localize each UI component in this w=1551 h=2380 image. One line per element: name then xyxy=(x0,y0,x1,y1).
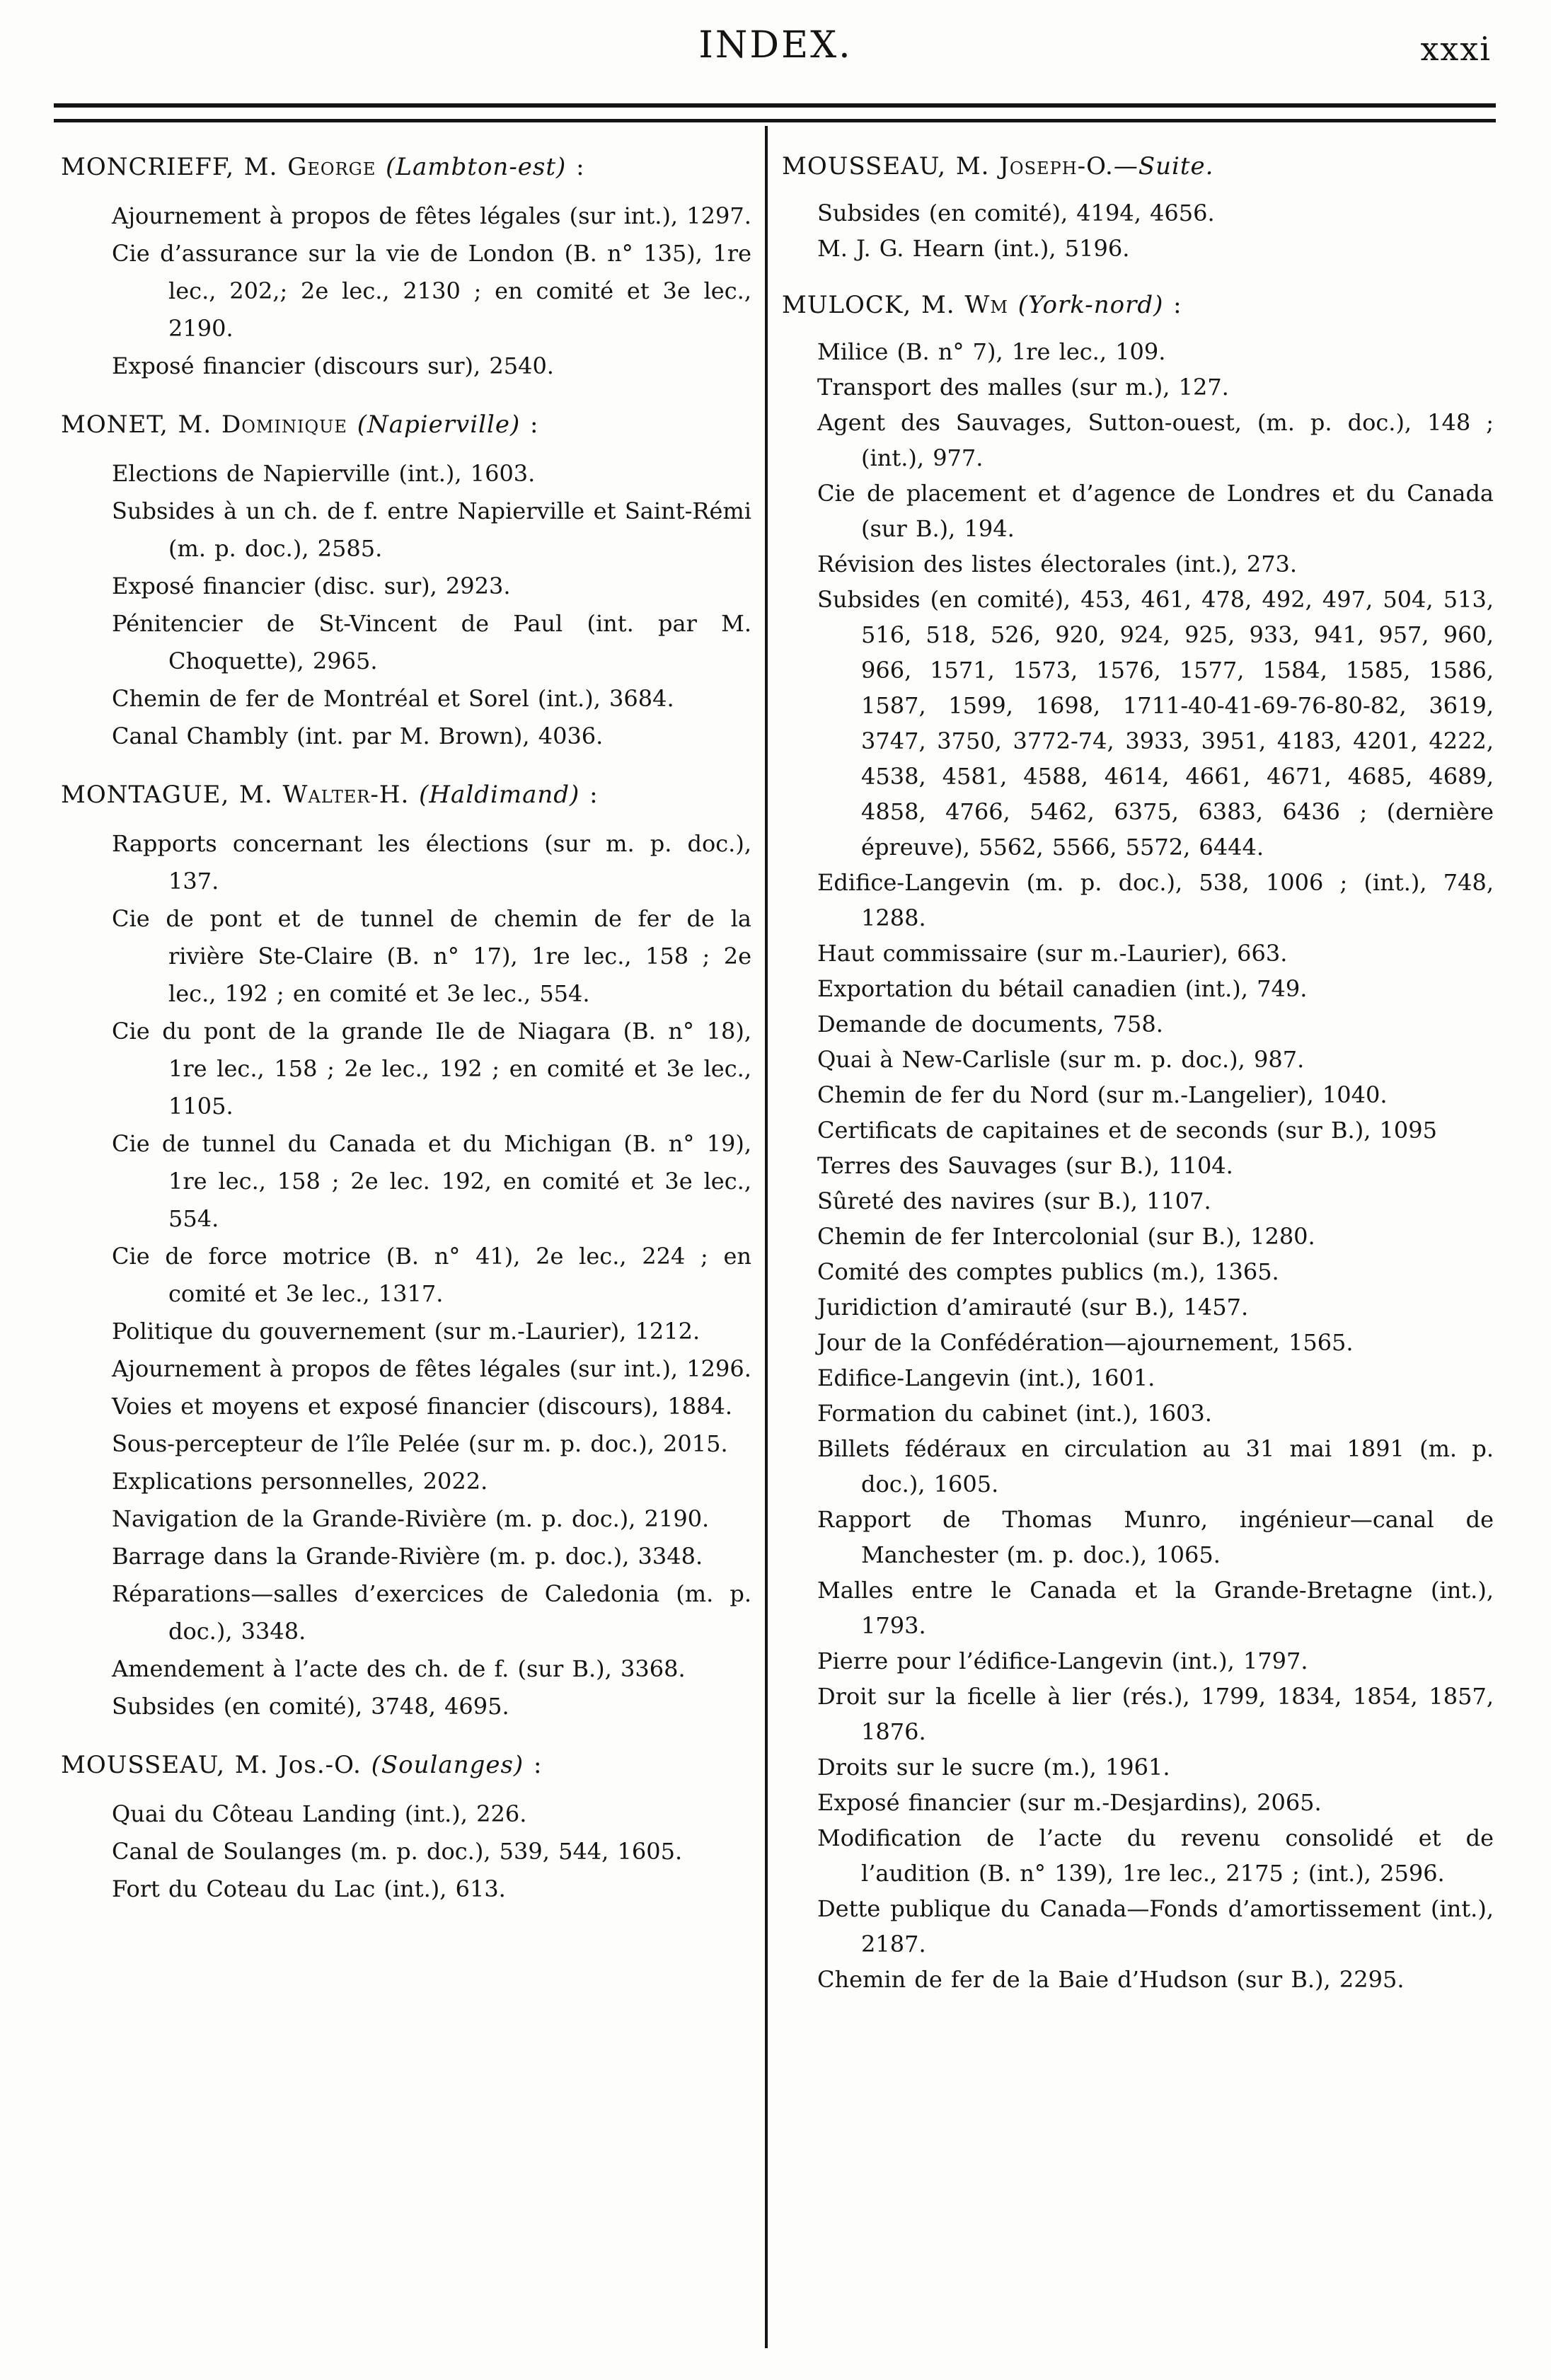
index-entry: Subsides (en comité), 4194, 4656. xyxy=(817,200,1215,226)
index-entry: Pénitencier de St-Vincent de Paul (int. par M. Choquette), 2965. xyxy=(112,610,751,674)
index-entry: Cie de pont et de tunnel de chemin de fer de la rivière Ste-Claire (B. n° 17), 1re lec., 158 ; 2e lec., 192 ; en comité et 3e lec., 554. xyxy=(112,905,751,1007)
header-rule xyxy=(54,103,1496,122)
index-entry: Cie d’assurance sur la vie de London (B. n° 135), 1re lec., 202,; 2e lec., 2130 ; en comité et 3e lec., 2190. xyxy=(112,240,751,342)
heading-suite-label: —Suite. xyxy=(1113,152,1214,180)
index-entry: Politique du gouvernement (sur m.-Laurier), 1212. xyxy=(112,1318,700,1345)
index-entry: Haut commissaire (sur m.-Laurier), 663. xyxy=(817,940,1288,967)
index-entry: Jour de la Confédération—ajournement, 1565. xyxy=(817,1329,1354,1356)
left-column xyxy=(61,149,751,1908)
section-heading xyxy=(782,149,1494,184)
index-section-monet xyxy=(61,406,751,755)
heading-surname: MONCRIEFF, M. xyxy=(61,153,288,181)
index-entry: Edifice-Langevin (int.), 1601. xyxy=(817,1364,1155,1391)
page-title: INDEX. xyxy=(698,24,853,67)
index-entry: Cie du pont de la grande Ile de Niagara (B. n° 18), 1re lec., 158 ; 2e lec., 192 ; en comité et 3e lec., 1105. xyxy=(112,1018,751,1120)
index-entry: Chemin de fer Intercolonial (sur B.), 1280. xyxy=(817,1223,1315,1250)
index-entry: Exposé financier (disc. sur), 2923. xyxy=(112,573,511,599)
index-section-moncrieff xyxy=(61,149,751,385)
heading-surname: MOUSSEAU, M. Jos.-O. xyxy=(61,1751,371,1779)
index-entry: Milice (B. n° 7), 1re lec., 109. xyxy=(817,338,1166,365)
heading-constituency: (Napierville) xyxy=(357,410,521,439)
index-entry: Dette publique du Canada—Fonds d’amortissement (int.), 2187. xyxy=(817,1895,1494,1958)
index-entry: Ajournement à propos de fêtes légales (sur int.), 1297. xyxy=(112,202,751,229)
index-entry: Sous-percepteur de l’île Pelée (sur m. p. doc.), 2015. xyxy=(112,1430,728,1457)
index-entry: Subsides (en comité), 453, 461, 478, 492, 497, 504, 513, 516, 518, 526, 920, 924, 925, 933, 941, 957, 960, 966, 1571, 1573, 1576, 1577, 1584, 1585, 1586, 1587, 1599, 1698, 1711-40-41-69-76-80-82, 3619, 3747, 3750, 3772-74, 3933, 3951, 4183, 4201, 4222, 4538, 4581, 4588, 4614, 4661, 4671, 4685, 4689, 4858, 4766, 5462, 6375, 6383, 6436 ; (dernière épreuve), 5562, 5566, 5572, 6444. xyxy=(817,586,1494,861)
index-entry: Exportation du bétail canadien (int.), 749. xyxy=(817,975,1308,1002)
heading-given-name: George xyxy=(287,153,376,181)
index-entry: Pierre pour l’édifice-Langevin (int.), 1797. xyxy=(817,1648,1308,1674)
index-entry: Comité des comptes publics (m.), 1365. xyxy=(817,1258,1279,1285)
index-entry: Cie de force motrice (B. n° 41), 2e lec., 224 ; en comité et 3e lec., 1317. xyxy=(112,1243,751,1307)
index-entry: Navigation de la Grande-Rivière (m. p. doc.), 2190. xyxy=(112,1505,710,1532)
index-entry: Elections de Napierville (int.), 1603. xyxy=(112,460,536,487)
index-entry: Billets fédéraux en circulation au 31 mai 1891 (m. p. doc.), 1605. xyxy=(817,1435,1494,1497)
index-entry: Rapport de Thomas Munro, ingénieur—canal de Manchester (m. p. doc.), 1065. xyxy=(817,1506,1494,1568)
heading-surname: MONET, M. xyxy=(61,410,221,439)
column-separator xyxy=(765,126,768,2348)
index-entry: Amendement à l’acte des ch. de f. (sur B.), 3368. xyxy=(112,1655,686,1682)
section-heading: MONTAGUE, M. Walter-H. (Haldimand) : xyxy=(61,781,599,809)
index-entry: Cie de placement et d’agence de Londres et du Canada (sur B.), 194. xyxy=(817,480,1494,542)
index-entry: Révision des listes électorales (int.), 273. xyxy=(817,551,1298,577)
heading-constituency: (Lambton-est) xyxy=(386,153,567,181)
index-entry: Exposé financier (discours sur), 2540. xyxy=(112,352,554,379)
index-entry: Chemin de fer de Montréal et Sorel (int.), 3684. xyxy=(112,685,674,712)
index-entry: Droit sur la ficelle à lier (rés.), 1799, 1834, 1854, 1857, 1876. xyxy=(817,1683,1494,1745)
section-heading: MONET, M. Dominique (Napierville) : xyxy=(61,410,539,439)
heading-constituency: (Soulanges) xyxy=(371,1751,524,1779)
index-entry: Barrage dans la Grande-Rivière (m. p. doc.), 3348. xyxy=(112,1543,703,1570)
index-entry: Canal Chambly (int. par M. Brown), 4036. xyxy=(112,723,604,749)
right-column xyxy=(782,149,1494,1997)
index-entry: Droits sur le sucre (m.), 1961. xyxy=(817,1754,1170,1781)
heading-given-name: Joseph-O. xyxy=(999,152,1114,180)
index-entry: Voies et moyens et exposé financier (discours), 1884. xyxy=(112,1393,733,1420)
index-entry: Chemin de fer du Nord (sur m.-Langelier), 1040. xyxy=(817,1081,1388,1108)
index-entry: M. J. G. Hearn (int.), 5196. xyxy=(817,235,1130,262)
heading-constituency: (Haldimand) xyxy=(419,781,580,809)
index-entry: Subsides (en comité), 3748, 4695. xyxy=(112,1693,509,1720)
section-heading: MOUSSEAU, M. Jos.-O. (Soulanges) : xyxy=(61,1751,543,1779)
heading-surname: MOUSSEAU, M. xyxy=(782,152,1000,180)
index-entry: Modification de l’acte du revenu consolidé et de l’audition (B. n° 139), 1re lec., 2175 ; (int.), 2596. xyxy=(817,1824,1494,1887)
index-entry: Chemin de fer de la Baie d’Hudson (sur B.), 2295. xyxy=(817,1966,1405,1993)
heading-surname: MULOCK, M. xyxy=(782,291,965,319)
section-heading: MONCRIEFF, M. George (Lambton-est) : xyxy=(61,153,585,181)
index-entry: Juridiction d’amirauté (sur B.), 1457. xyxy=(817,1294,1249,1321)
index-entry: Agent des Sauvages, Sutton-ouest, (m. p. doc.), 148 ; (int.), 977. xyxy=(817,409,1494,471)
index-entry: Quai du Côteau Landing (int.), 226. xyxy=(112,1800,527,1827)
index-entry: Malles entre le Canada et la Grande-Bretagne (int.), 1793. xyxy=(817,1577,1494,1639)
heading-constituency: (York-nord) xyxy=(1017,291,1164,319)
index-entry: Cie de tunnel du Canada et du Michigan (B. n° 19), 1re lec., 158 ; 2e lec. 192, en comité et 3e lec., 554. xyxy=(112,1130,751,1232)
heading-given-name: Dominique xyxy=(221,410,347,439)
index-entry: Transport des malles (sur m.), 127. xyxy=(817,374,1229,401)
index-entry: Sûreté des navires (sur B.), 1107. xyxy=(817,1188,1211,1214)
index-entry: Formation du cabinet (int.), 1603. xyxy=(817,1400,1212,1427)
index-entry: Certificats de capitaines et de seconds (sur B.), 1095 xyxy=(817,1117,1437,1144)
index-entry: Edifice-Langevin (m. p. doc.), 538, 1006 ; (int.), 748, 1288. xyxy=(817,869,1494,931)
index-entry: Terres des Sauvages (sur B.), 1104. xyxy=(817,1152,1233,1179)
section-heading: MULOCK, M. Wm (York-nord) : xyxy=(782,291,1182,319)
index-section-montague xyxy=(61,776,751,1725)
heading-surname: MONTAGUE, M. xyxy=(61,781,283,809)
heading-given-name: Walter-H. xyxy=(282,781,410,809)
index-entry: Fort du Coteau du Lac (int.), 613. xyxy=(112,1875,506,1902)
index-entry: Canal de Soulanges (m. p. doc.), 539, 544, 1605. xyxy=(112,1838,683,1865)
index-section-mousseau-suite xyxy=(782,149,1494,266)
page-number: xxxi xyxy=(1420,30,1492,68)
index-entry: Subsides à un ch. de f. entre Napierville et Saint-Rémi (m. p. doc.), 2585. xyxy=(112,498,751,562)
index-section-mulock xyxy=(782,287,1494,1997)
heading-given-name: Wm xyxy=(964,291,1008,319)
index-entry: Réparations—salles d’exercices de Caledonia (m. p. doc.), 3348. xyxy=(112,1580,751,1645)
index-entry: Rapports concernant les élections (sur m. p. doc.), 137. xyxy=(112,830,751,895)
index-entry: Explications personnelles, 2022. xyxy=(112,1468,488,1495)
index-entry: Demande de documents, 758. xyxy=(817,1011,1163,1037)
index-section-mousseau xyxy=(61,1747,751,1908)
index-entry: Exposé financier (sur m.-Desjardins), 2065. xyxy=(817,1789,1322,1816)
index-entry: Quai à New-Carlisle (sur m. p. doc.), 987. xyxy=(817,1046,1305,1073)
index-entry: Ajournement à propos de fêtes légales (sur int.), 1296. xyxy=(112,1355,751,1382)
